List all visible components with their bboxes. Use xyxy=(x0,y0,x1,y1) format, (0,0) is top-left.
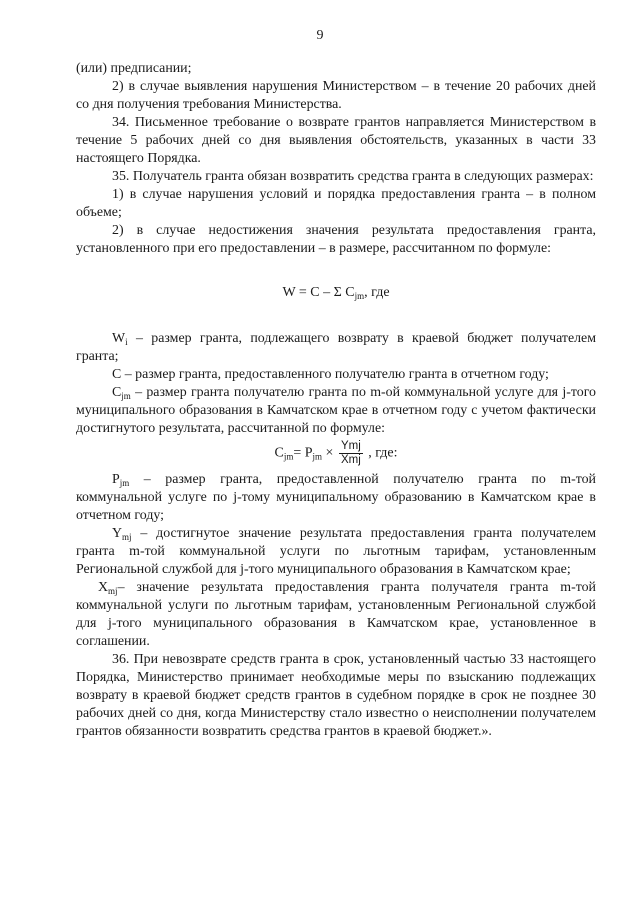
formula-fraction xyxy=(339,440,363,467)
fraction-denominator: Xmj xyxy=(340,454,361,466)
definition-xmj-text: – значение результата предоставления гранта получателя гранта m-той коммунальной услуги по льготным тарифам, установленным Региональной службой для j-того муниципального образования в Камчатском крае, установленное в соглашении. xyxy=(76,580,596,649)
formula-w xyxy=(76,284,596,302)
paragraph-35-item-2: 2) в случае недостижения значения результата предоставления гранта, установленного при его предоставлении – в размере, рассчитанном по формуле: xyxy=(76,223,596,256)
definition-pjm-text: – размер гранта, предоставленной получателю гранта по m-той коммунальной услуге по j-тому муниципальному образованию в Камчатском крае в отчетном году; xyxy=(76,472,596,523)
page-number: 9 xyxy=(316,28,324,43)
formula-cjm xyxy=(76,440,596,467)
formula-p-sub: jm xyxy=(312,451,323,462)
formula-times: × xyxy=(322,445,337,461)
definition-w-text: – размер гранта, подлежащего возврату в краевой бюджет получателем гранта; xyxy=(76,331,596,364)
symbol-cjm-sub: jm xyxy=(121,391,131,401)
formula-c-sub: jm xyxy=(283,451,294,462)
definition-cjm xyxy=(76,384,596,438)
formula-eq-p: = P xyxy=(293,445,313,461)
definition-ymj xyxy=(76,525,596,579)
formula-w-lhs: W = C – Σ C xyxy=(282,285,355,300)
formula-c-sym: C xyxy=(274,445,284,461)
definition-xmj xyxy=(76,579,596,651)
symbol-ymj: Y xyxy=(112,526,123,541)
formula-w-sub: jm xyxy=(354,291,365,301)
definition-pjm xyxy=(76,471,596,525)
formula-w-tail: , где xyxy=(364,285,390,300)
definition-c: C – размер гранта, предоставленного получателю гранта в отчетном году; xyxy=(112,367,549,382)
paragraph-item-2: 2) в случае выявления нарушения Министерством – в течение 20 рабочих дней со дня получения требования Министерства. xyxy=(76,79,596,112)
paragraph-34: 34. Письменное требование о возврате грантов направляется Министерством в течение 5 рабочих дней со дня выявления обстоятельств, указанных в части 33 настоящего Порядка. xyxy=(76,115,596,166)
document-body xyxy=(76,60,596,741)
symbol-w: W xyxy=(112,331,126,346)
symbol-w-sub: i xyxy=(125,337,128,347)
formula-cjm-tail: , где: xyxy=(364,445,398,461)
symbol-xmj-sub: mj xyxy=(108,586,118,596)
symbol-xmj: X xyxy=(98,580,109,595)
symbol-cjm: C xyxy=(112,385,122,400)
symbol-ymj-sub: mj xyxy=(122,532,132,542)
paragraph-continuation: (или) предписании; xyxy=(76,61,192,76)
definition-ymj-text: – достигнутое значение результата предоставления гранта получателем гранта m-той коммунальной услуги по льготным тарифам, установленным Региональной службой для j-того муниципального образования в Камчатском крае; xyxy=(76,526,596,577)
paragraph-36: 36. При невозврате средств гранта в срок, установленный частью 33 настоящего Порядка, Министерство принимает необходимые меры по взысканию подлежащих возврату в краевой бюджет средств грантов в судебном порядке в срок не позднее 30 рабочих дней со дня, когда Министерству стало известно о неисполнении получателем грантов обязанности возвратить средства грантов в краевой бюджет.». xyxy=(76,652,596,739)
symbol-pjm-sub: jm xyxy=(119,478,130,488)
definition-cjm-text: – размер гранта получателю гранта по m-ой коммунальной услуге для j-того муниципального образования в Камчатском крае в отчетном году с учетом фактически достигнутого результата, рассчитанной по формуле: xyxy=(76,385,596,436)
fraction-numerator: Ymj xyxy=(340,440,361,452)
paragraph-35: 35. Получатель гранта обязан возвратить средства гранта в следующих размерах: xyxy=(112,169,594,184)
symbol-pjm: P xyxy=(112,472,120,487)
definition-w xyxy=(76,330,596,366)
paragraph-35-item-1: 1) в случае нарушения условий и порядка предоставления гранта – в полном объеме; xyxy=(76,187,596,220)
